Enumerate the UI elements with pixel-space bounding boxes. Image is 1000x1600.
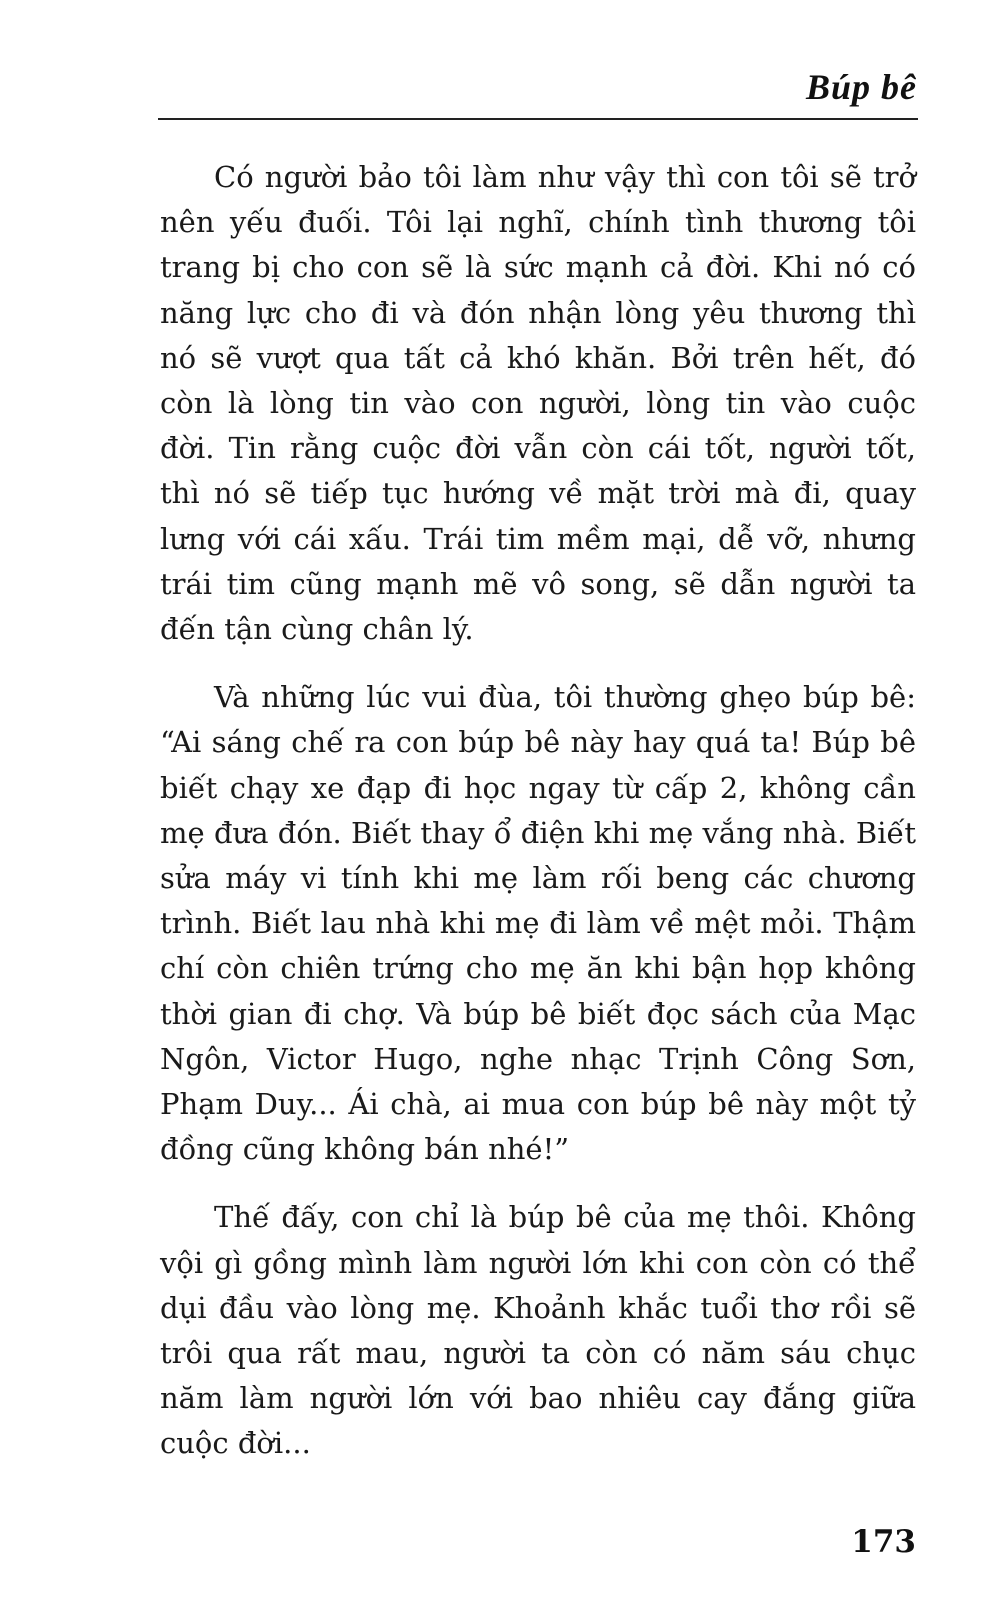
page-number: 173 [851, 1524, 916, 1560]
page-body [160, 155, 916, 1490]
paragraph: Và những lúc vui đùa, tôi thường ghẹo búp bê: “Ai sáng chế ra con búp bê này hay quá ta! Búp bê biết chạy xe đạp đi học ngay từ cấp 2, không cần mẹ đưa đón. Biết thay ổ điện khi mẹ vắng nhà. Biết sửa máy vi tính khi mẹ làm rối beng các chương trình. Biết lau nhà khi mẹ đi làm về mệt mỏi. Thậm chí còn chiên trứng cho mẹ ăn khi bận họp không thời gian đi chợ. Và búp bê biết đọc sách của Mạc Ngôn, Victor Hugo, nghe nhạc Trịnh Công Sơn, Phạm Duy... Ái chà, ai mua con búp bê này một tỷ đồng cũng không bán nhé!” [160, 680, 916, 1167]
running-header-title: Búp bê [805, 67, 917, 107]
paragraph: Có người bảo tôi làm như vậy thì con tôi sẽ trở nên yếu đuối. Tôi lại nghĩ, chính tình thương tôi trang bị cho con sẽ là sức mạnh cả đời. Khi nó có năng lực cho đi và đón nhận lòng yêu thương thì nó sẽ vượt qua tất cả khó khăn. Bởi trên hết, đó còn là lòng tin vào con người, lòng tin vào cuộc đời. Tin rằng cuộc đời vẫn còn cái tốt, người tốt, thì nó sẽ tiếp tục hướng về mặt trời mà đi, quay lưng với cái xấu. Trái tim mềm mại, dễ vỡ, nhưng trái tim cũng mạnh mẽ vô song, sẽ dẫn người ta đến tận cùng chân lý. [160, 160, 916, 647]
paragraph: Thế đấy, con chỉ là búp bê của mẹ thôi. Không vội gì gồng mình làm người lớn khi con còn có thể dụi đầu vào lòng mẹ. Khoảnh khắc tuổi thơ rồi sẽ trôi qua rất mau, người ta còn có năm sáu chục năm làm người lớn với bao nhiêu cay đắng giữa cuộc đời... [160, 1200, 916, 1461]
header-divider [158, 118, 918, 120]
